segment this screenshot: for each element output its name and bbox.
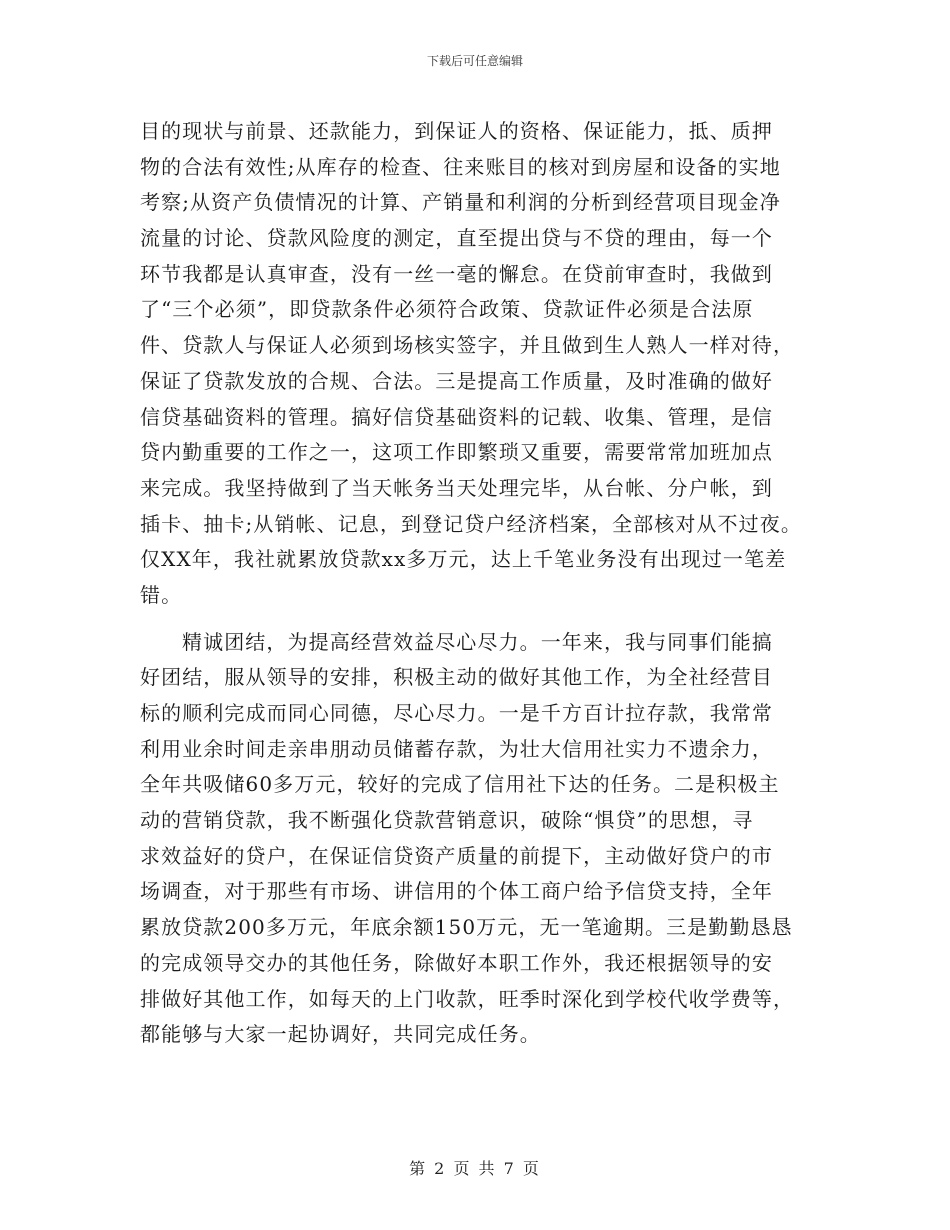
text-line: 好团结，服从领导的安排，积极主动的做好其他工作，为全社经营目 [140, 665, 773, 690]
text-line: 来完成。我坚持做到了当天帐务当天处理完毕，从台帐、分户帐，到 [140, 475, 773, 500]
paragraph-1 [140, 114, 830, 614]
text-line: 了“三个必须”，即贷款条件必须符合政策、贷款证件必须是合法原 [140, 297, 754, 322]
text-line: 利用业余时间走亲串朋动员储蓄存款，为壮大信用社实力不遗余力， [140, 736, 773, 761]
text-line: 精诚团结，为提高经营效益尽心尽力。一年来，我与同事们能搞 [182, 629, 773, 654]
text-line: 求效益好的贷户，在保证信贷资产质量的前提下，主动做好贷户的市 [140, 843, 773, 868]
text-line: 信贷基础资料的管理。搞好信贷基础资料的记载、收集、管理，是信 [140, 404, 773, 429]
page-number-footer: 第 2 页 共 7 页 [409, 1159, 541, 1178]
text-line: 目的现状与前景、还款能力，到保证人的资格、保证能力，抵、质押 [140, 119, 773, 143]
text-line: 考察;从资产负债情况的计算、产销量和利润的分析到经营项目现金净 [140, 190, 781, 215]
text-line: 流量的讨论、贷款风险度的测定，直至提出贷与不贷的理由，每一个 [140, 226, 773, 251]
text-line: 件、贷款人与保证人必须到场核实签字，并且做到生人熟人一样对待， [140, 333, 795, 358]
text-line: 贷内勤重要的工作之一，这项工作即繁琐又重要，需要常常加班加点 [140, 440, 773, 465]
text-line: 保证了贷款发放的合规、合法。三是提高工作质量，及时准确的做好 [140, 368, 773, 393]
paragraph-2 [140, 625, 830, 1053]
text-line: 插卡、抽卡;从销帐、记息，到登记贷户经济档案，全部核对从不过夜。 [140, 511, 802, 536]
text-line: 错。 [140, 582, 183, 607]
text-line: 全年共吸储60多万元，较好的完成了信用社下达的任务。二是积极主 [140, 772, 780, 797]
text-line: 的完成领导交办的其他任务，除做好本职工作外，我还根据领导的安 [140, 950, 773, 975]
text-line: 仅XX年，我社就累放贷款xx多万元，达上千笔业务没有出现过一笔差 [140, 547, 787, 572]
text-line: 累放贷款200多万元，年底余额150万元，无一笔逾期。三是勤勤恳恳 [140, 915, 793, 940]
text-line: 场调查，对于那些有市场、讲信用的个体工商户给予信贷支持，全年 [140, 879, 773, 904]
text-line: 环节我都是认真审查，没有一丝一毫的懈怠。在贷前审查时，我做到 [140, 261, 773, 286]
text-line: 标的顺利完成而同心同德，尽心尽力。一是千方百计拉存款，我常常 [140, 701, 773, 725]
text-line: 排做好其他工作，如每天的上门收款，旺季时深化到学校代收学费等， [140, 986, 795, 1011]
document-body [140, 114, 830, 1053]
text-line: 物的合法有效性;从库存的检查、往来账目的核对到房屋和设备的实地 [140, 154, 781, 179]
text-line: 都能够与大家一起协调好，共同完成任务。 [140, 1022, 541, 1047]
text-line: 动的营销贷款，我不断强化贷款营销意识，破除“惧贷”的思想，寻 [140, 808, 754, 833]
page-header: 下载后可任意编辑 [426, 54, 523, 68]
